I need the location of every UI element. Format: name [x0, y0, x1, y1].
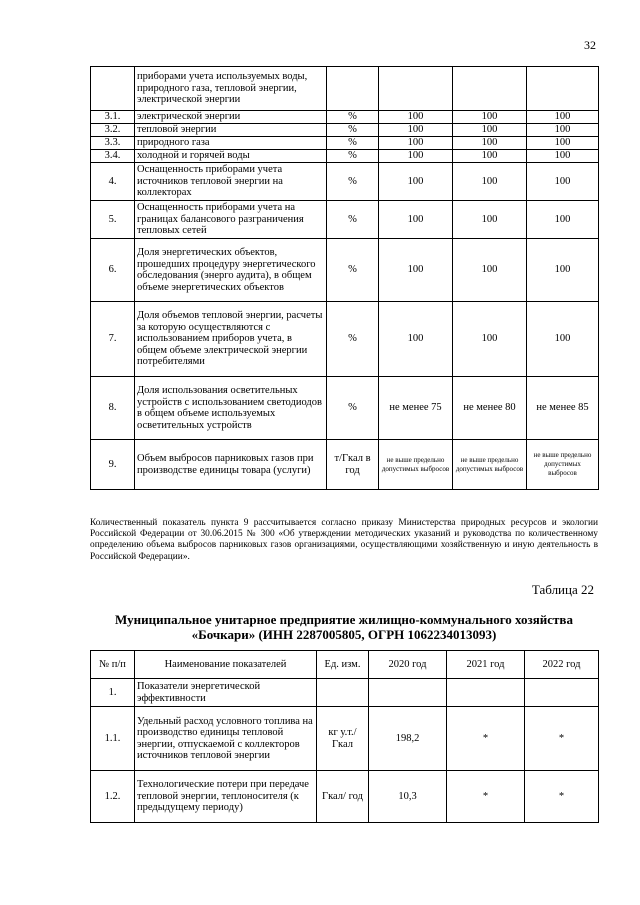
row-value-3	[525, 679, 599, 707]
row-number: 1.1.	[91, 707, 135, 771]
row-name: Технологические потери при передаче тепловой энергии, теплоносителя (к предыдущему периоду)	[135, 771, 317, 823]
row-value-1: не менее 75	[379, 377, 453, 440]
row-value-3: 100	[527, 150, 599, 163]
row-number: 3.1.	[91, 111, 135, 124]
table-row	[91, 679, 599, 707]
row-unit: т/Гкал в год	[327, 440, 379, 490]
table-row	[91, 137, 599, 150]
row-number: 9.	[91, 440, 135, 490]
row-value-3: не выше предельно допустимых выбросов	[527, 440, 599, 490]
row-value-3: 100	[527, 124, 599, 137]
organization-indicators-table	[90, 650, 599, 823]
table-row	[91, 377, 599, 440]
table-row	[91, 67, 599, 111]
row-number: 4.	[91, 163, 135, 201]
header-year-2: 2021 год	[447, 651, 525, 679]
row-value-1: не выше предельно допустимых выбросов	[379, 440, 453, 490]
row-number: 3.4.	[91, 150, 135, 163]
row-name: Удельный расход условного топлива на производство единицы тепловой энергии, отпускаемой с коллекторов источников тепловой энергии	[135, 707, 317, 771]
row-number: 6.	[91, 239, 135, 302]
organization-title: Муниципальное унитарное предприятие жилищно-коммунального хозяйства «Бочкари» (ИНН 2287005805, ОГРН 1062234013093)	[115, 612, 573, 642]
page-number: 32	[584, 38, 596, 52]
row-value-1: 100	[379, 163, 453, 201]
row-unit: %	[327, 137, 379, 150]
row-value-3: 100	[527, 302, 599, 377]
row-value-3: *	[525, 707, 599, 771]
row-value-2	[447, 679, 525, 707]
row-value-1: 100	[379, 201, 453, 239]
table-row	[91, 239, 599, 302]
row-value-1: 100	[379, 239, 453, 302]
table-row	[91, 111, 599, 124]
row-unit: %	[327, 124, 379, 137]
row-name: Доля энергетических объектов, прошедших процедуру энергетического обследования (энерго аудита), в общем объеме энергетических объектов	[135, 239, 327, 302]
row-value-2: 100	[453, 111, 527, 124]
row-value-1: 100	[379, 150, 453, 163]
row-value-3	[527, 67, 599, 111]
row-value-1: 198,2	[369, 707, 447, 771]
row-number: 3.3.	[91, 137, 135, 150]
row-name: Оснащенность приборами учета на границах балансового разграничения тепловых сетей	[135, 201, 327, 239]
row-value-2: не выше предельно допустимых выбросов	[453, 440, 527, 490]
row-value-3: 100	[527, 201, 599, 239]
row-value-3: *	[525, 771, 599, 823]
table-row	[91, 150, 599, 163]
row-unit: кг у.т./ Гкал	[317, 707, 369, 771]
row-name: электрической энергии	[135, 111, 327, 124]
row-value-3: 100	[527, 137, 599, 150]
row-value-1: 100	[379, 111, 453, 124]
row-unit: %	[327, 111, 379, 124]
row-value-2: 100	[453, 302, 527, 377]
indicators-table-continued	[90, 66, 599, 490]
header-year-1: 2020 год	[369, 651, 447, 679]
table-label: Таблица 22	[531, 582, 594, 597]
row-name: приборами учета используемых воды, природного газа, тепловой энергии, электрической энергии	[135, 67, 327, 111]
row-value-2	[453, 67, 527, 111]
row-number: 7.	[91, 302, 135, 377]
row-unit: %	[327, 150, 379, 163]
row-unit	[317, 679, 369, 707]
table-row	[91, 771, 599, 823]
row-number: 3.2.	[91, 124, 135, 137]
row-value-3: 100	[527, 111, 599, 124]
row-unit	[327, 67, 379, 111]
row-value-2: 100	[453, 201, 527, 239]
row-name: природного газа	[135, 137, 327, 150]
row-name: Доля объемов тепловой энергии, расчеты за которую осуществляются с использованием приборов учета, в общем объеме электрической энергии потребителями	[135, 302, 327, 377]
row-number: 1.2.	[91, 771, 135, 823]
row-value-1: 100	[379, 302, 453, 377]
row-unit: %	[327, 163, 379, 201]
row-number: 1.	[91, 679, 135, 707]
row-unit: Гкал/ год	[317, 771, 369, 823]
row-value-3: не менее 85	[527, 377, 599, 440]
table-row	[91, 124, 599, 137]
row-value-1: 100	[379, 124, 453, 137]
row-value-2: 100	[453, 137, 527, 150]
row-value-1: 100	[379, 137, 453, 150]
header-number: № п/п	[91, 651, 135, 679]
row-value-1	[379, 67, 453, 111]
row-name: тепловой энергии	[135, 124, 327, 137]
table-row	[91, 440, 599, 490]
row-value-1: 10,3	[369, 771, 447, 823]
row-value-2: 100	[453, 163, 527, 201]
row-number: 8.	[91, 377, 135, 440]
row-name: холодной и горячей воды	[135, 150, 327, 163]
row-name: Показатели энергетической эффективности	[135, 679, 317, 707]
table-row	[91, 163, 599, 201]
row-name: Доля использования осветительных устройств с использованием светодиодов в общем объеме используемых осветительных устройств	[135, 377, 327, 440]
row-name: Оснащенность приборами учета источников тепловой энергии на коллекторах	[135, 163, 327, 201]
row-unit: %	[327, 302, 379, 377]
row-unit: %	[327, 239, 379, 302]
row-value-2: *	[447, 707, 525, 771]
row-value-3: 100	[527, 239, 599, 302]
row-value-2: 100	[453, 150, 527, 163]
header-unit: Ед. изм.	[317, 651, 369, 679]
row-name: Объем выбросов парниковых газов при производстве единицы товара (услуги)	[135, 440, 327, 490]
row-unit: %	[327, 377, 379, 440]
row-value-3: 100	[527, 163, 599, 201]
row-unit: %	[327, 201, 379, 239]
table-row	[91, 707, 599, 771]
table-row	[91, 201, 599, 239]
header-year-3: 2022 год	[525, 651, 599, 679]
row-value-2: 100	[453, 124, 527, 137]
row-number	[91, 67, 135, 111]
row-number: 5.	[91, 201, 135, 239]
table-row	[91, 302, 599, 377]
footnote-paragraph: Количественный показатель пункта 9 рассчитывается согласно приказу Министерства природных ресурсов и экологии Российской Федерации от 30.06.2015 № 300 «Об утверждении методических указаний и руководства по количественному определению объема выбросов парниковых газов организациями, осуществляющими хозяйственную и иную деятельность в Российской Федерации».	[90, 518, 598, 562]
row-value-2: *	[447, 771, 525, 823]
row-value-2: 100	[453, 239, 527, 302]
row-value-1	[369, 679, 447, 707]
header-name: Наименование показателей	[135, 651, 317, 679]
row-value-2: не менее 80	[453, 377, 527, 440]
